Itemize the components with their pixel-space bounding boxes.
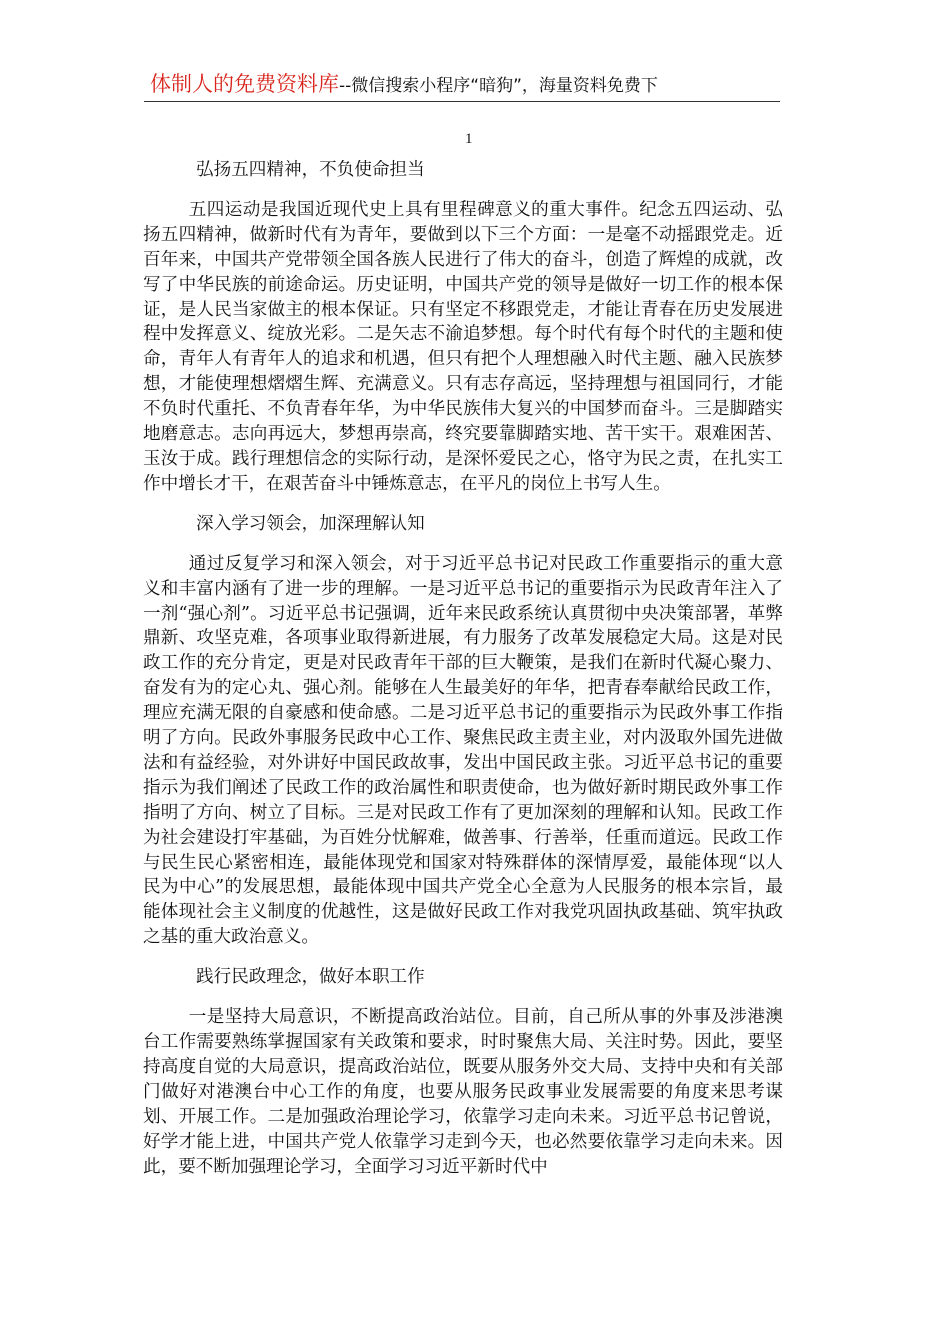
header-title-red: 体制人的免费资料库 bbox=[150, 72, 339, 96]
header-title-black: --微信搜索小程序“暗狗”，海量资料免费下 bbox=[339, 76, 658, 96]
section-1 bbox=[143, 158, 783, 497]
section-3 bbox=[143, 965, 783, 1179]
page-number: 1 bbox=[465, 131, 473, 147]
section-heading: 弘扬五四精神，不负使命担当 bbox=[196, 160, 425, 180]
section-heading: 深入学习领会，加深理解认知 bbox=[196, 513, 425, 534]
page-header bbox=[150, 68, 790, 98]
section-paragraph: 通过反复学习和深入领会，对于习近平总书记对民政工作重要指示的重大意义和丰富内涵有了进一步的理解。一是习近平总书记的重要指示为民政青年注入了一剂“强心剂”。习近平总书记强调，近年来民政系统认真贯彻中央决策部署，革弊鼎新、攻坚克难，各项事业取得新进展，有力服务了改革发展稳定大局。这是对民政工作的充分肯定，更是对民政青年干部的巨大鞭策，是我们在新时代凝心聚力、奋发有为的定心丸、强心剂。能够在人生最美好的年华，把青春奉献给民政工作，理应充满无限的自豪感和使命感。二是习近平总书记的重要指示为民政外事工作指明了方向。民政外事服务民政中心工作、聚焦民政主责主业，对内汲取外国先进做法和有益经验，对外讲好中国民政故事，发出中国民政主张。习近平总书记的重要指示为我们阐述了民政工作的政治属性和职责使命，也为做好新时期民政外事工作指明了方向、树立了目标。三是对民政工作有了更加深刻的理解和认知。民政工作为社会建设打牢基础，为百姓分忧解难，做善事、行善举，任重而道远。民政工作与民生民心紧密相连，最能体现党和国家对特殊群体的深情厚爱，最能体现“以人民为中心”的发展思想，最能体现中国共产党全心全意为人民服务的根本宗旨，最能体现社会主义制度的优越性，这是做好民政工作对我党巩固执政基础、筑牢执政之基的重大政治意义。 bbox=[143, 553, 783, 948]
section-paragraph: 一是坚持大局意识，不断提高政治站位。目前，自己所从事的外事及涉港澳台工作需要熟练掌握国家有关政策和要求，时时聚焦大局、关注时势。因此，要坚持高度自觉的大局意识，提高政治站位，既要从服务外交大局、支持中央和有关部门做好对港澳台中心工作的角度，也要从服务民政事业发展需要的角度来思考谋划、开展工作。二是加强政治理论学习，依靠学习走向未来。习近平总书记曾说，好学才能上进，中国共产党人依靠学习走到今天，也必然要依靠学习走向未来。因此，要不断加强理论学习，全面学习习近平新时代中 bbox=[143, 1007, 783, 1177]
section-2 bbox=[143, 512, 783, 950]
section-paragraph: 五四运动是我国近现代史上具有里程碑意义的重大事件。纪念五四运动、弘扬五四精神，做新时代有为青年，要做到以下三个方面：一是毫不动摇跟党走。近百年来，中国共产党带领全国各族人民进行了伟大的奋斗，创造了辉煌的成就，改写了中华民族的前途命运。历史证明，中国共产党的领导是做好一切工作的根本保证，是人民当家做主的根本保证。只有坚定不移跟党走，才能让青春在历史发展进程中发挥意义、绽放光彩。二是矢志不渝追梦想。每个时代有每个时代的主题和使命，青年人有青年人的追求和机遇，但只有把个人理想融入时代主题、融入民族梦想，才能使理想熠熠生辉、充满意义。只有志存高远，坚持理想与祖国同行，才能不负时代重托、不负青春年华，为中华民族伟大复兴的中国梦而奋斗。三是脚踏实地磨意志。志向再远大，梦想再崇高，终究要靠脚踏实地、苦干实干。艰难困苦、玉汝于成。践行理想信念的实际行动，是深怀爱民之心，恪守为民之责，在扎实工作中增长才干，在艰苦奋斗中锤炼意志，在平凡的岗位上书写人生。 bbox=[143, 199, 783, 494]
header-divider bbox=[144, 101, 780, 102]
section-heading: 践行民政理念，做好本职工作 bbox=[196, 967, 425, 988]
document-body bbox=[143, 158, 783, 1194]
